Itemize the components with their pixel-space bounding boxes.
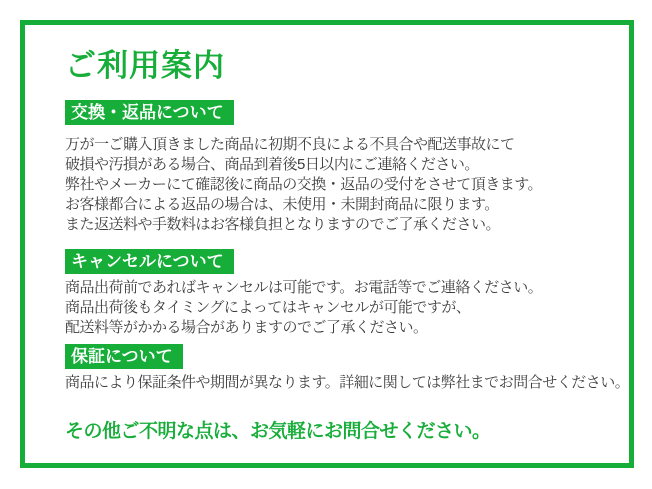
footer-note: その他ご不明な点は、お気軽にお問合せください。 [65,421,491,442]
section-exchange-returns [65,84,609,235]
body-line: 商品出荷前であればキャンセルは可能です。お電話等でご連絡ください。 [65,279,543,296]
body-line: 商品出荷後もタイミングによってはキャンセルが可能ですが、 [65,299,471,316]
section-heading-cancellation: キャンセルについて [65,249,234,274]
green-border-frame [20,20,634,468]
body-line: また返送料や手数料はお客様負担となりますのでご了承ください。 [65,216,501,233]
section-warranty [65,338,630,393]
body-line: 弊社やメーカーにて確認後に商品の交換・返品の受付をさせて頂きます。 [65,176,543,193]
section-heading-exchange-returns: 交換・返品について [65,100,234,125]
body-line: 万が一ご購入頂きました商品に初期不良による不具合や配送事故にて [65,136,515,153]
body-line: 配送料等がかかる場合がありますのでご了承ください。 [65,319,428,336]
body-line: お客様都合による返品の場合は、未使用・未開封商品に限ります。 [65,196,499,213]
section-body-warranty [65,373,630,393]
page-title: ご利用案内 [65,48,225,83]
section-body-cancellation [65,278,609,338]
body-line: 破損や汚損がある場合、商品到着後5日以内にご連絡ください。 [65,156,479,173]
section-body-exchange-returns [65,135,609,235]
section-heading-warranty: 保証について [65,344,183,369]
guide-content [25,25,629,445]
section-cancellation [65,235,609,338]
body-line: 商品により保証条件や期間が異なります。詳細に関しては弊社までお問合せください。 [65,374,630,391]
